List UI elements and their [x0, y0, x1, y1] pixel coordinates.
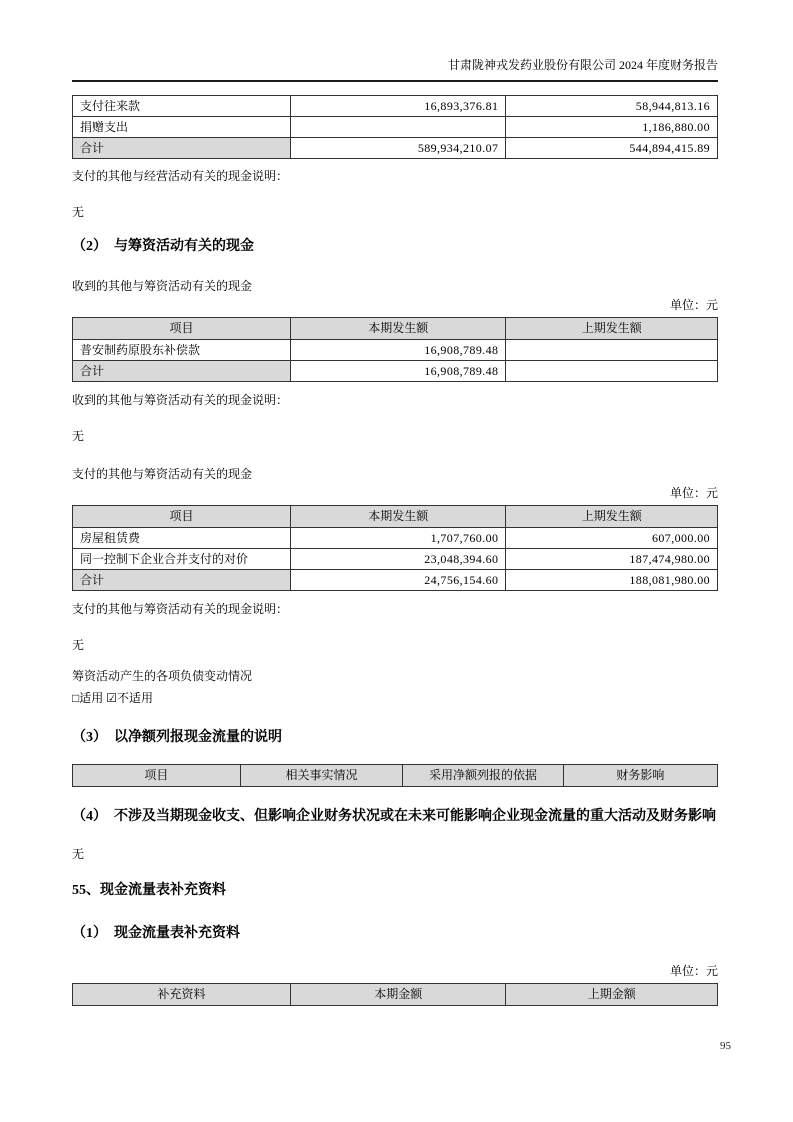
table-row	[73, 96, 718, 117]
unit-label: 单位：元	[669, 486, 718, 500]
row-current-value: 16,893,376.81	[291, 96, 506, 117]
row-current-value: 16,908,789.48	[291, 340, 506, 361]
net-presentation-table	[72, 764, 718, 787]
none-text: 无	[72, 638, 85, 652]
received-financing-table	[72, 317, 718, 382]
row-current-value: 23,048,394.60	[291, 549, 506, 570]
supplement-table	[72, 983, 718, 1006]
table-row	[73, 549, 718, 570]
unit-label: 单位：元	[669, 964, 718, 978]
row-prior-value	[506, 340, 718, 361]
total-row	[73, 138, 718, 159]
section-heading-financing-cash: （2） 与筹资活动有关的现金	[72, 239, 254, 254]
total-prior-value: 188,081,980.00	[506, 570, 718, 591]
page-number: 95	[720, 1040, 731, 1052]
col-header-facts: 相关事实情况	[240, 765, 403, 787]
total-label: 合计	[73, 570, 291, 591]
total-label: 合计	[73, 361, 291, 382]
row-prior-value: 1,186,880.00	[506, 117, 718, 138]
none-text: 无	[72, 847, 85, 861]
total-prior-value	[506, 361, 718, 382]
total-label: 合计	[73, 138, 291, 159]
col-header-current-amount: 本期金额	[291, 984, 506, 1006]
row-prior-value: 58,944,813.16	[506, 96, 718, 117]
section-heading-major-activities: （4） 不涉及当期现金收支、但影响企业财务状况或在未来可能影响企业现金流量的重大活动及财务影响	[72, 809, 716, 824]
operating-other-cash-table	[72, 95, 718, 159]
table-row	[73, 528, 718, 549]
page-header	[72, 0, 718, 82]
liability-changes-caption: 筹资活动产生的各项负债变动情况	[72, 669, 253, 683]
col-header-current: 本期发生额	[291, 318, 506, 340]
table-row	[73, 117, 718, 138]
col-header-prior: 上期发生额	[506, 318, 718, 340]
header-row	[73, 765, 718, 787]
applicability-checkboxes: □适用 ☑不适用	[72, 691, 154, 705]
col-header-item: 项目	[73, 765, 241, 787]
row-item-label: 捐赠支出	[73, 117, 291, 138]
table-row	[73, 340, 718, 361]
col-header-impact: 财务影响	[563, 765, 717, 787]
received-financing-caption: 收到的其他与筹资活动有关的现金	[72, 279, 253, 293]
total-current-value: 589,934,210.07	[291, 138, 506, 159]
row-prior-value: 607,000.00	[506, 528, 718, 549]
row-item-label: 支付往来款	[73, 96, 291, 117]
col-header-supplement: 补充资料	[73, 984, 291, 1006]
row-current-value: 1,707,760.00	[291, 528, 506, 549]
col-header-item: 项目	[73, 318, 291, 340]
row-item-label: 同一控制下企业合并支付的对价	[73, 549, 291, 570]
header-row	[73, 984, 718, 1006]
row-current-value	[291, 117, 506, 138]
section-heading-supplement: 55、现金流量表补充资料	[72, 883, 226, 898]
col-header-prior: 上期发生额	[506, 506, 718, 528]
total-row	[73, 570, 718, 591]
header-row	[73, 318, 718, 340]
col-header-prior-amount: 上期金额	[506, 984, 718, 1006]
total-prior-value: 544,894,415.89	[506, 138, 718, 159]
header-row	[73, 506, 718, 528]
row-item-label: 普安制药原股东补偿款	[73, 340, 291, 361]
page-content	[72, 0, 718, 1006]
report-title: 甘肃陇神戎发药业股份有限公司 2024 年度财务报告	[447, 58, 718, 72]
none-text: 无	[72, 205, 85, 219]
received-financing-note: 收到的其他与筹资活动有关的现金说明：	[72, 393, 289, 407]
row-prior-value: 187,474,980.00	[506, 549, 718, 570]
total-row	[73, 361, 718, 382]
total-current-value: 24,756,154.60	[291, 570, 506, 591]
unit-label: 单位：元	[669, 298, 718, 312]
col-header-item: 项目	[73, 506, 291, 528]
none-text: 无	[72, 429, 85, 443]
col-header-basis: 采用净额列报的依据	[403, 765, 564, 787]
operating-note-label: 支付的其他与经营活动有关的现金说明：	[72, 169, 289, 183]
col-header-current: 本期发生额	[291, 506, 506, 528]
subsection-heading-supplement: （1） 现金流量表补充资料	[72, 926, 240, 941]
section-heading-net-presentation: （3） 以净额列报现金流量的说明	[72, 730, 282, 745]
paid-financing-note: 支付的其他与筹资活动有关的现金说明：	[72, 602, 289, 616]
row-item-label: 房屋租赁费	[73, 528, 291, 549]
total-current-value: 16,908,789.48	[291, 361, 506, 382]
paid-financing-table	[72, 505, 718, 591]
paid-financing-caption: 支付的其他与筹资活动有关的现金	[72, 467, 253, 481]
